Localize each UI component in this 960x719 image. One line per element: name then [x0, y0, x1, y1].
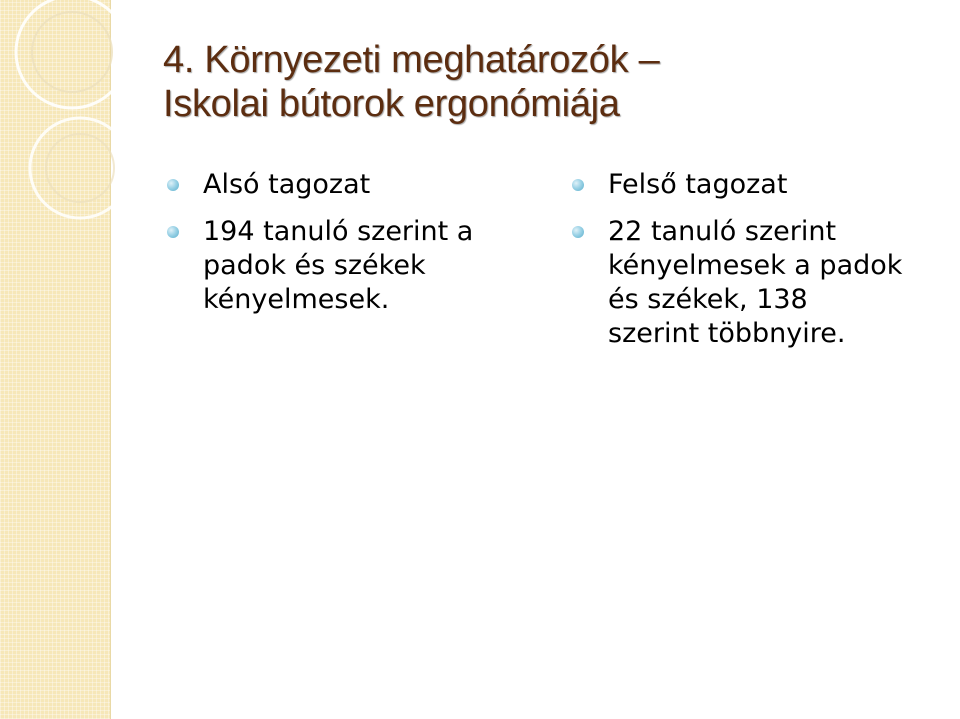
- list-item: [167, 168, 527, 202]
- list-item-text: 194 tanuló szerint a padok és székek kényelmesek.: [203, 216, 474, 315]
- list-item-text: Alsó tagozat: [203, 169, 371, 200]
- left-column-list: [167, 168, 527, 330]
- list-item: [572, 215, 952, 351]
- decorative-rings-icon: [0, 0, 130, 260]
- bullet-icon: [572, 179, 584, 191]
- bullet-icon: [572, 226, 584, 238]
- title-line-1: 4. Környezeti meghatározók –: [163, 39, 660, 81]
- list-item-text: 22 tanuló szerint kényelmesek a padok és székek, 138 szerint többnyire.: [608, 216, 903, 349]
- bullet-icon: [167, 226, 179, 238]
- title-line-2: Iskolai bútorok ergonómiája: [163, 83, 620, 125]
- slide-title: [163, 38, 659, 126]
- list-item: [572, 168, 952, 202]
- list-item: [167, 215, 527, 317]
- list-item-text: Felső tagozat: [608, 169, 788, 200]
- bullet-icon: [167, 179, 179, 191]
- right-column-list: [572, 168, 952, 364]
